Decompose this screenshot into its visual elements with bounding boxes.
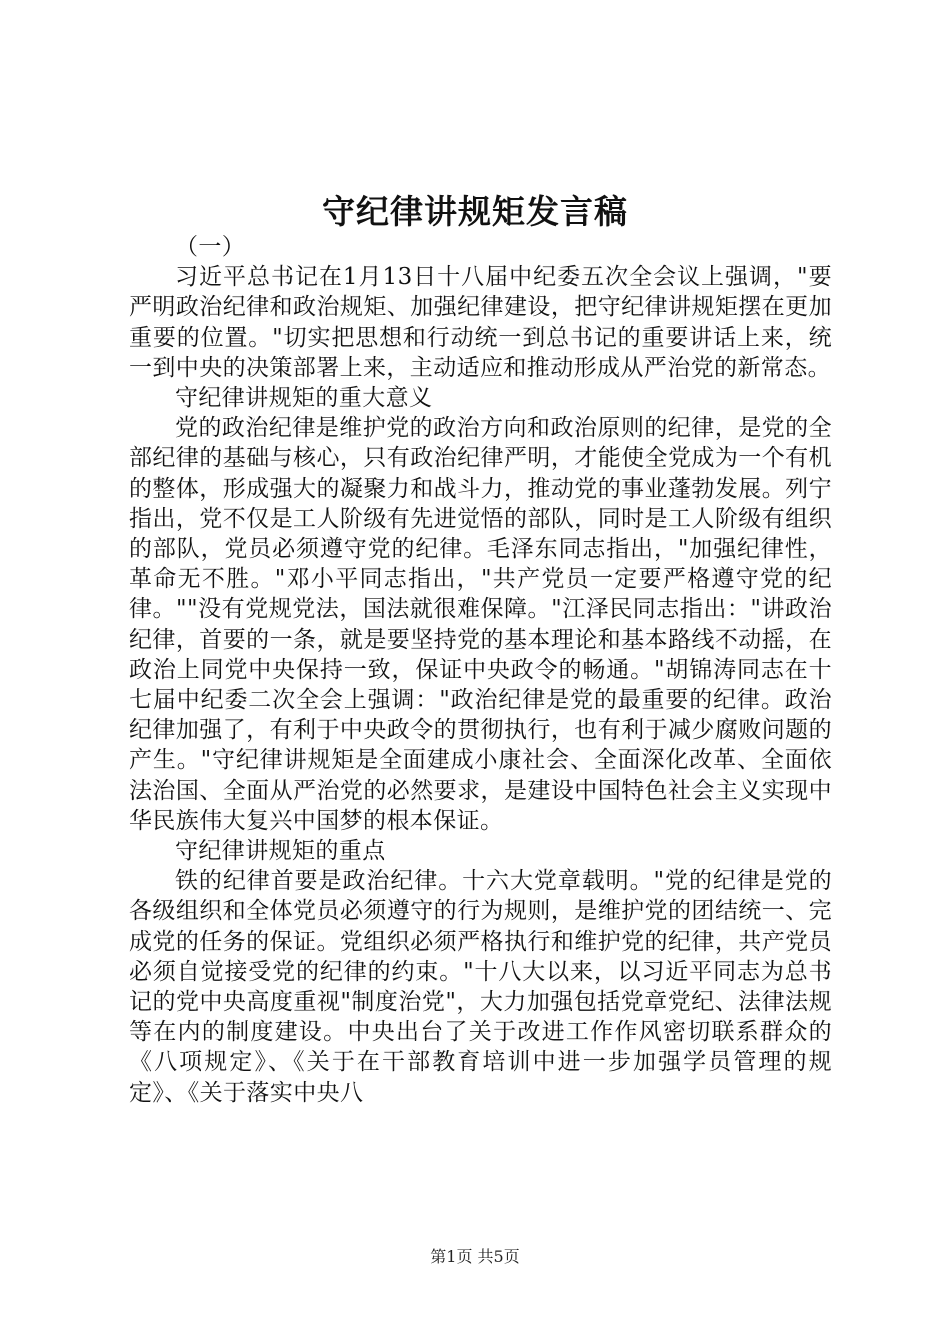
page-number-footer: 第1页 共5页: [430, 1247, 520, 1266]
section-heading-significance: 守纪律讲规矩的重大意义: [175, 385, 433, 412]
paragraph-significance: 党的政治纪律是维护党的政治方向和政治原则的纪律，是党的全部纪律的基础与核心，只有政治纪律严明，才能使全党成为一个有机的整体，形成强大的凝聚力和战斗力，推动党的事业蓬勃发展。列宁指出，党不仅是工人阶级有先进觉悟的部队，同时是工人阶级有组织的部队，党员必须遵守党的纪律。毛泽东同志指出，"加强纪律性，革命无不胜。"邓小平同志指出，"共产党员一定要严格遵守党的纪律。""没有党规党法，国法就很难保障。"江泽民同志指出："讲政治纪律，首要的一条，就是要坚持党的基本理论和基本路线不动摇，在政治上同党中央保持一致，保证中央政令的畅通。"胡锦涛同志在十七届中纪委二次全会上强调："政治纪律是党的最重要的纪律。政治纪律加强了，有利于中央政令的贯彻执行，也有利于减少腐败问题的产生。"守纪律讲规矩是全面建成小康社会、全面深化改革、全面依法治国、全面从严治党的必然要求，是建设中国特色社会主义实现中华民族伟大复兴中国梦的根本保证。: [129, 415, 832, 834]
section-heading-key-points: 守纪律讲规矩的重点: [175, 838, 386, 865]
paragraph-key-points: 铁的纪律首要是政治纪律。十六大党章载明。"党的纪律是党的各级组织和全体党员必须遵守的行为规则，是维护党的团结统一、完成党的任务的保证。党组织必须严格执行和维护党的纪律，共产党员必须自觉接受党的纪律的约束。"十八大以来，以习近平同志为总书记的党中央高度重视"制度治党"，大力加强包括党章党纪、法律法规等在内的制度建设。中央出台了关于改进工作作风密切联系群众的《八项规定》、《关于在干部教育培训中进一步加强学员管理的规定》、《关于落实中央八: [129, 868, 832, 1106]
document-body: [129, 232, 832, 1108]
paragraph-intro: 习近平总书记在1月13日十八届中纪委五次全会议上强调，"要严明政治纪律和政治规矩、加强纪律建设，把守纪律讲规矩摆在更加重要的位置。"切实把思想和行动统一到总书记的重要讲话上来，统一到中央的决策部署上来，主动适应和推动形成从严治党的新常态。: [129, 264, 832, 381]
document-title: 守纪律讲规矩发言稿: [322, 192, 628, 231]
section-number: （一）: [175, 234, 246, 260]
